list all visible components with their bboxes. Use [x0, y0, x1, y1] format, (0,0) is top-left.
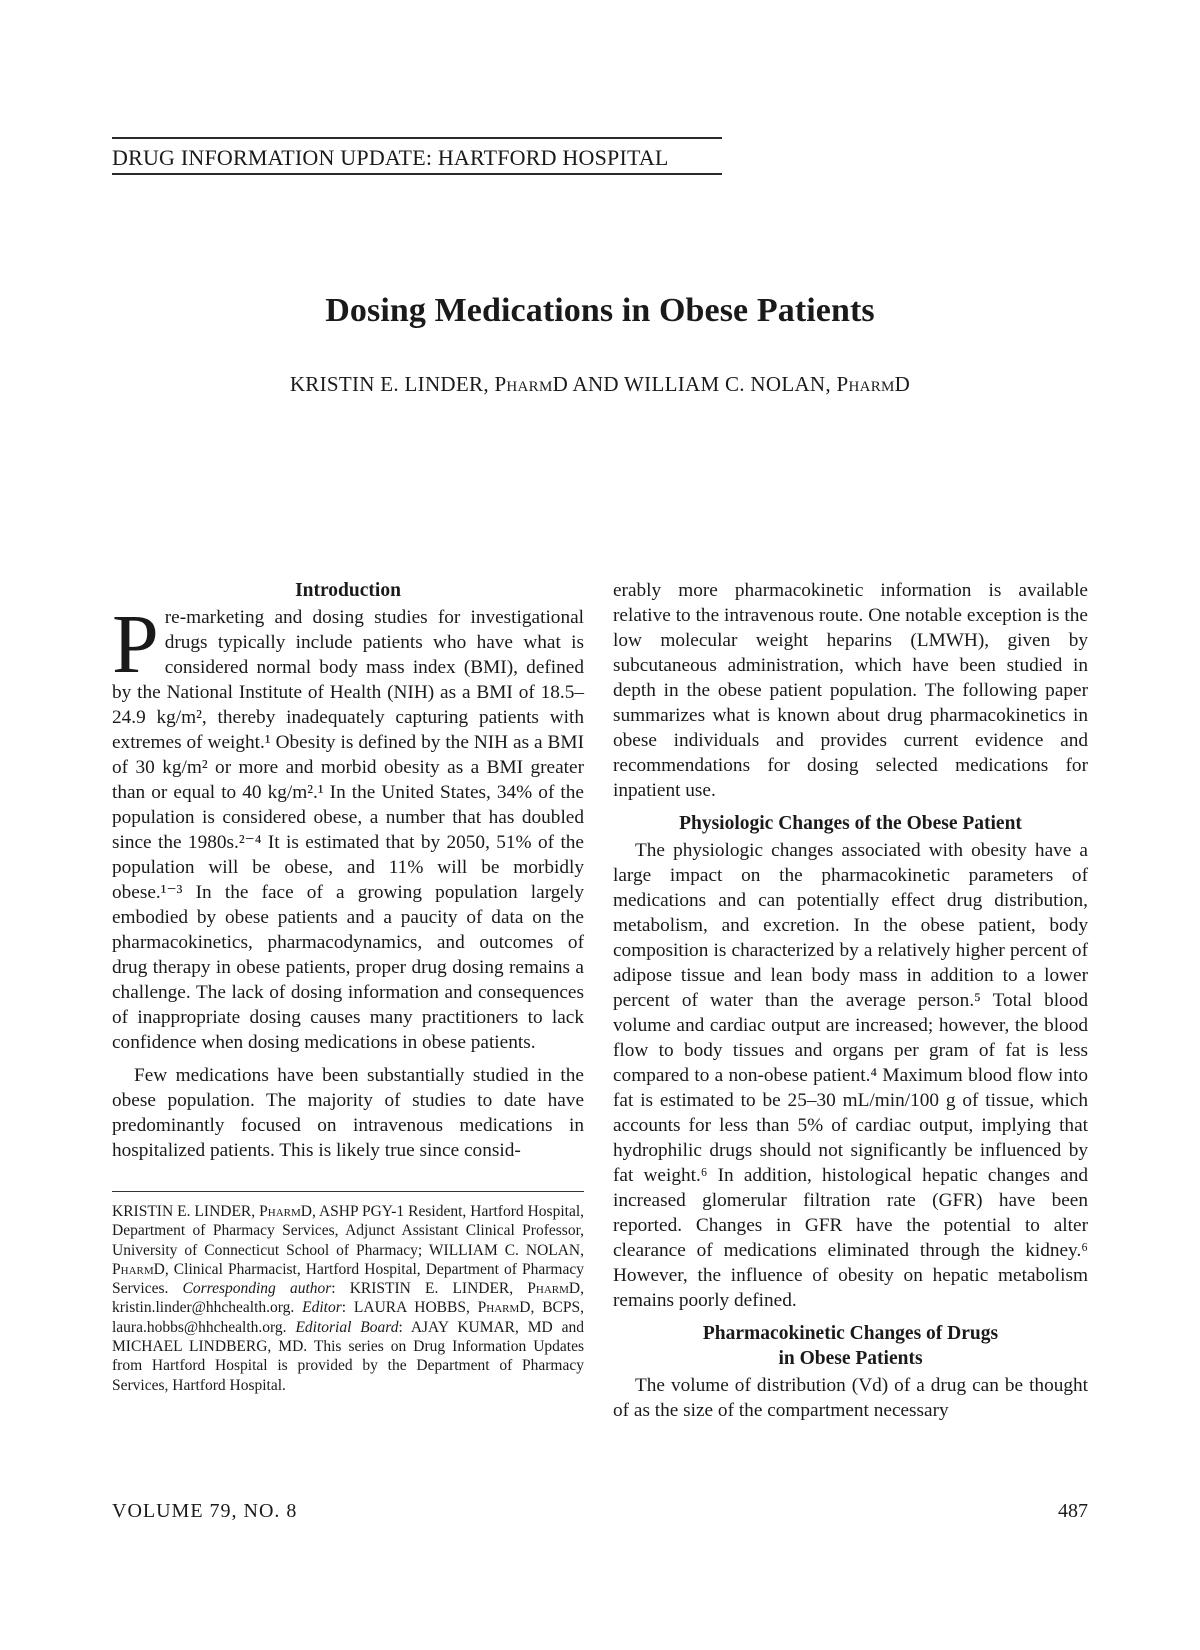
footnote-text: , ASHP PGY-1 Resident, Hartford Hospital, Department of Pharmacy Services, Adjunct Assistant Clinical Professor, University of Connecticut School of Pharmacy; WILLIAM C. NOLAN, [112, 1203, 585, 1259]
section-heading-pharmacokinetic-changes [613, 1321, 1088, 1371]
footnote-rule [112, 1191, 584, 1192]
intro-paragraph-1-text: re-marketing and dosing studies for investigational drugs typically include patients who have what is considered normal body mass index (BMI), defined by the National Institute of Health (NIH) as a BMI of 18.5–24.9 kg/m², thereby inadequately capturing patients with extremes of weight.¹ Obesity is defined by the NIH as a BMI of 30 kg/m² or more and morbid obesity as a BMI greater than or equal to 40 kg/m².¹ In the United States, 34% of the population is considered obese, a number that has doubled since the 1980s.²⁻⁴ It is estimated that by 2050, 51% of the population will be obese, and 11% will be morbidly obese.¹⁻³ In the face of a growing population largely embodied by obese patients and a paucity of data on the pharmacokinetics, pharmacodynamics, and outcomes of drug therapy in obese patients, proper drug dosing remains a challenge. The lack of dosing information and consequences of inappropriate dosing causes many practitioners to lack confidence when dosing medications in obese patients. [112, 607, 584, 1053]
footnote-text: , kristin.linder@hhchealth.org. [112, 1280, 584, 1317]
author-and: AND WILLIAM C. NOLAN, [568, 372, 837, 396]
section-heading-line-1: Pharmacokinetic Changes of Drugs [702, 1323, 999, 1344]
left-column [112, 578, 584, 1395]
footnote-degree: PharmD [112, 1260, 165, 1278]
author-1-degree: PharmD [494, 372, 569, 396]
drop-cap: P [112, 598, 159, 691]
footnote-text: : LAURA HOBBS, [341, 1299, 478, 1317]
intro-paragraph-2: Few medications have been substantially studied in the obese population. The majority of studies to date have predominantly focused on intravenous medications in hospitalized patients. This is likely true since consid- [112, 1065, 584, 1161]
continued-paragraph: erably more pharmacokinetic information is available relative to the intravenous route. One notable exception is the low molecular weight heparins (LMWH), given by subcutaneous administration, which have been studied in depth in the obese patient population. The following paper summarizes what is known about drug pharmacokinetics in obese individuals and provides current evidence and recommendations for dosing selected medications for inpatient use. [613, 580, 1088, 801]
page-number: 487 [1058, 1500, 1088, 1522]
footnote-degree: PharmD [477, 1299, 531, 1317]
footnote-label-editor: Editor [302, 1299, 342, 1317]
running-head-block [112, 137, 722, 175]
running-head: DRUG INFORMATION UPDATE: HARTFORD HOSPITAL [112, 145, 669, 170]
footnote-text: : KRISTIN E. LINDER, [331, 1280, 528, 1298]
pharmacokinetic-paragraph: The volume of distribution (Vd) of a drug can be thought of as the size of the compartment necessary [613, 1375, 1088, 1421]
article-authors [0, 372, 1200, 397]
article-title: Dosing Medications in Obese Patients [325, 292, 875, 329]
author-2-degree: PharmD [836, 372, 911, 396]
intro-paragraph-1 [112, 598, 584, 1055]
footnote-label-editorial-board: Editorial Board [295, 1318, 399, 1336]
author-1: KRISTIN E. LINDER, [289, 372, 495, 396]
footnote-degree: PharmD [527, 1280, 581, 1298]
footnote-text: : AJAY KUMAR, MD and MICHAEL LINDBERG, MD. This series on Drug Information Updates from Hartford Hospital is provided by the Department of Pharmacy Services, Hartford Hospital. [112, 1318, 585, 1394]
section-heading-physiologic-changes: Physiologic Changes of the Obese Patient [679, 813, 1022, 834]
right-column [613, 578, 1088, 1423]
footnote-label-corresponding-author: Corresponding author [182, 1280, 332, 1298]
footnote-degree: PharmD [259, 1203, 312, 1220]
author-footnote [112, 1202, 584, 1395]
physiologic-paragraph: The physiologic changes associated with obesity have a large impact on the pharmacokinetic parameters of medications and can potentially effect drug distribution, metabolism, and excretion. In the obese patient, body composition is characterized by a relatively higher percent of adipose tissue and lean body mass in addition to a lower percent of water than the average person.⁵ Total blood volume and cardiac output are increased; however, the blood flow to body tissues and organs per gram of fat is less compared to a non-obese patient.⁴ Maximum blood flow into fat is estimated to be 25–30 mL/min/100 g of tissue, which accounts for less than 5% of cardiac output, implying that hydrophilic drugs should not significantly be influenced by fat weight.⁶ In addition, histological hepatic changes and increased glomerular filtration rate (GFR) have been reported. Changes in GFR have the potential to alter clearance of medications eliminated through the kidney.⁶ However, the influence of obesity on hepatic metabolism remains poorly defined. [613, 840, 1088, 1311]
footnote-text: KRISTIN E. LINDER, [112, 1203, 260, 1220]
footnote-text: , BCPS, laura.hobbs@hhchealth.org. [112, 1299, 584, 1336]
volume-label: VOLUME 79, NO. 8 [112, 1500, 298, 1522]
section-heading-line-2: in Obese Patients [778, 1348, 923, 1369]
footnote-text: , Clinical Pharmacist, Hartford Hospital, Department of Pharmacy Services. [112, 1260, 584, 1298]
bottom-rule [112, 173, 722, 175]
section-heading-introduction: Introduction [295, 580, 401, 601]
